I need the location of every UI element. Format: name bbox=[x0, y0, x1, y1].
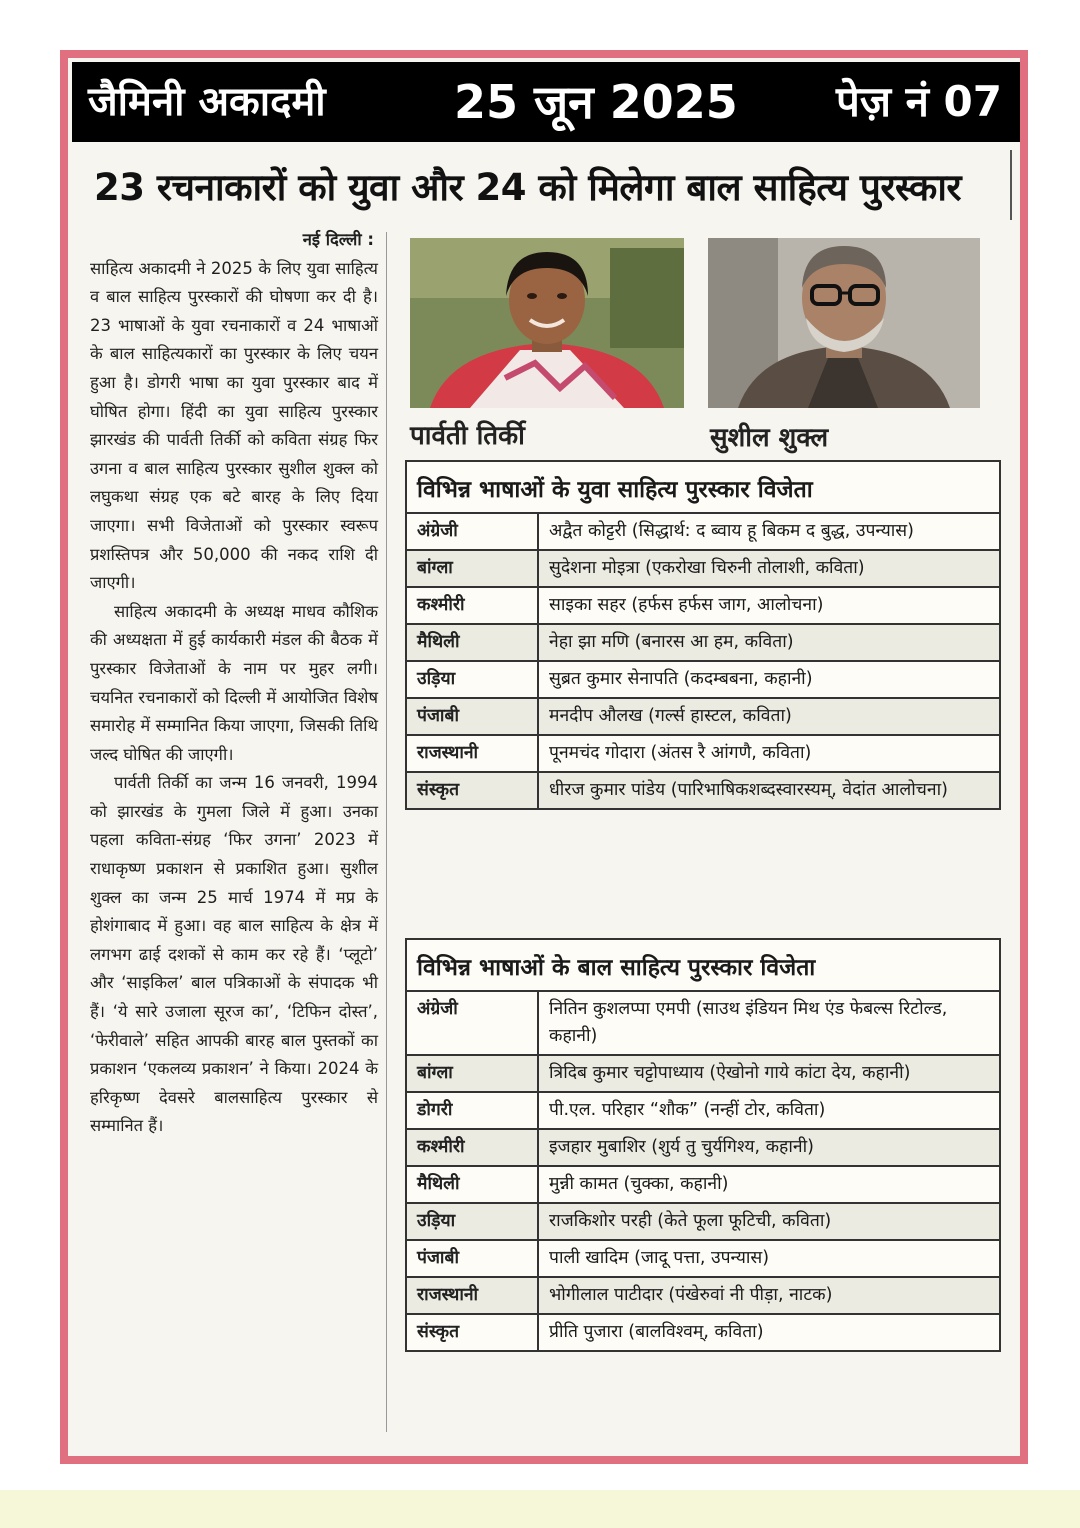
dateline: नई दिल्ली : bbox=[302, 230, 374, 249]
article-headline: 23 रचनाकारों को युवा और 24 को मिलेगा बाल साहित्य पुरस्कार bbox=[94, 166, 962, 209]
page-number: पेज़ नं 07 bbox=[835, 77, 1002, 126]
table-row bbox=[406, 1166, 1000, 1203]
language-cell: उड़िया bbox=[406, 1203, 538, 1240]
language-cell: मैथिली bbox=[406, 1166, 538, 1203]
table-row bbox=[406, 661, 1000, 698]
table-row bbox=[406, 1314, 1000, 1351]
photo-sushil-shukla bbox=[708, 238, 980, 408]
article-paragraph: साहित्य अकादमी ने 2025 के लिए युवा साहित्य व बाल साहित्य पुरस्कारों की घोषणा कर दी है। 23 भाषाओं के युवा रचनाकारों व 24 भाषाओं के बाल साहित्यकारों का पुरस्कार के लिए चयन हुआ है। डोगरी भाषा का युवा पुरस्कार बाद में घोषित होगा। हिंदी का युवा साहित्य पुरस्कार झारखंड की पार्वती तिर्की को कविता संग्रह फिर उगना व बाल साहित्य पुरस्कार सुशील शुक्ल को लघुकथा संग्रह एक बटे बारह के लिए दिया जाएगा। सभी विजेताओं को पुरस्कार स्वरूप प्रशस्तिपत्र और 50,000 की नकद राशि दी जाएगी। bbox=[90, 258, 378, 593]
language-cell: राजस्थानी bbox=[406, 1277, 538, 1314]
winner-cell: सुब्रत कुमार सेनापति (कदम्बबना, कहानी) bbox=[538, 661, 1000, 698]
winner-cell: मनदीप औलख (गर्ल्स हास्टल, कविता) bbox=[538, 698, 1000, 735]
language-cell: राजस्थानी bbox=[406, 735, 538, 772]
language-cell: कश्मीरी bbox=[406, 1129, 538, 1166]
article-paragraph: साहित्य अकादमी के अध्यक्ष माधव कौशिक की अध्यक्षता में हुई कार्यकारी मंडल की बैठक में पुरस्कार विजेताओं के नाम पर मुहर लगी। चयनित रचनाकारों को दिल्ली में आयोजित विशेष समारोह में सम्मानित किया जाएगा, जिसकी तिथि जल्द घोषित की जाएगी। bbox=[90, 601, 378, 764]
language-cell: अंग्रेजी bbox=[406, 513, 538, 550]
youth-award-table bbox=[405, 460, 1001, 810]
language-cell: पंजाबी bbox=[406, 1240, 538, 1277]
photo-caption: पार्वती तिर्की bbox=[410, 421, 525, 451]
table-row bbox=[406, 1055, 1000, 1092]
winner-cell: अद्वैत कोट्टरी (सिद्धार्थ: द ब्वाय हू बिकम द बुद्ध, उपन्यास) bbox=[538, 513, 1000, 550]
child-table-title: विभिन्न भाषाओं के बाल साहित्य पुरस्कार विजेता bbox=[405, 938, 1001, 990]
article-paragraph: पार्वती तिर्की का जन्म 16 जनवरी, 1994 को झारखंड के गुमला जिले में हुआ। उनका पहला कविता-संग्रह ‘फिर उगना’ 2023 में राधाकृष्ण प्रकाशन से प्रकाशित हुआ। सुशील शुक्ल का जन्म 25 मार्च 1974 में मप्र के होशंगाबाद में हुआ। वह बाल साहित्य के क्षेत्र में लगभग ढाई दशकों से काम कर रहे हैं। ‘प्लूटो’ और ‘साइकिल’ बाल पत्रिकाओं के संपादक भी हैं। ‘ये सारे उजाला सूरज का’, ‘टिफिन दोस्त’, ‘फेरीवाले’ सहित आपकी बारह बाल पुस्तकों का प्रकाशन ‘एकलव्य प्रकाशन’ ने किया। 2024 के हरिकृष्ण देवसरे बालसाहित्य पुरस्कार से सम्मानित हैं। bbox=[90, 773, 378, 1136]
winner-cell: इजहार मुबाशिर (शुर्य तु चुर्यगिश्य, कहानी) bbox=[538, 1129, 1000, 1166]
winner-cell: त्रिदिब कुमार चट्टोपाध्याय (ऐखोनो गाये कांटा देय, कहानी) bbox=[538, 1055, 1000, 1092]
winner-cell: राजकिशोर परही (केते फूला फूटिची, कविता) bbox=[538, 1203, 1000, 1240]
language-cell: मैथिली bbox=[406, 624, 538, 661]
column-divider bbox=[386, 232, 387, 1432]
winner-cell: नितिन कुशलप्पा एमपी (साउथ इंडियन मिथ एंड फेबल्स रिटोल्ड, कहानी) bbox=[538, 991, 1000, 1055]
table-row bbox=[406, 1092, 1000, 1129]
language-cell: संस्कृत bbox=[406, 1314, 538, 1351]
table-row bbox=[406, 772, 1000, 809]
publisher-name: जैमिनी अकादमी bbox=[88, 79, 326, 125]
article-body bbox=[90, 226, 378, 1141]
winner-cell: सुदेशना मोइत्रा (एकरोखा चिरुनी तोलाशी, कविता) bbox=[538, 550, 1000, 587]
language-cell: अंग्रेजी bbox=[406, 991, 538, 1055]
bottom-band bbox=[0, 1490, 1080, 1528]
child-award-table bbox=[405, 938, 1001, 1352]
headline-rule bbox=[1010, 150, 1012, 220]
table-row bbox=[406, 513, 1000, 550]
table-row bbox=[406, 1129, 1000, 1166]
winner-cell: नेहा झा मणि (बनारस आ हम, कविता) bbox=[538, 624, 1000, 661]
photo-caption: सुशील शुक्ल bbox=[710, 423, 829, 453]
table-row bbox=[406, 1203, 1000, 1240]
winner-cell: धीरज कुमार पांडेय (पारिभाषिकशब्दस्वारस्यम्, वेदांत आलोचना) bbox=[538, 772, 1000, 809]
photo-parvati-tirki bbox=[410, 238, 684, 408]
language-cell: डोगरी bbox=[406, 1092, 538, 1129]
table-row bbox=[406, 624, 1000, 661]
language-cell: कश्मीरी bbox=[406, 587, 538, 624]
table-row bbox=[406, 735, 1000, 772]
language-cell: बांग्ला bbox=[406, 550, 538, 587]
winner-cell: पी.एल. परिहार “शौक” (नन्हीं टोर, कविता) bbox=[538, 1092, 1000, 1129]
table-row bbox=[406, 550, 1000, 587]
issue-date: 25 जून 2025 bbox=[454, 75, 738, 129]
table-row bbox=[406, 991, 1000, 1055]
header-banner bbox=[72, 62, 1020, 142]
winner-cell: प्रीति पुजारा (बालविश्वम्, कविता) bbox=[538, 1314, 1000, 1351]
winner-cell: पाली खादिम (जादू पत्ता, उपन्यास) bbox=[538, 1240, 1000, 1277]
table-row bbox=[406, 698, 1000, 735]
language-cell: संस्कृत bbox=[406, 772, 538, 809]
winner-cell: भोगीलाल पाटीदार (पंखेरुवां नी पीड़ा, नाटक) bbox=[538, 1277, 1000, 1314]
winner-cell: पूनमचंद गोदारा (अंतस रै आंगणै, कविता) bbox=[538, 735, 1000, 772]
table-row bbox=[406, 587, 1000, 624]
language-cell: उड़िया bbox=[406, 661, 538, 698]
winner-cell: मुन्नी कामत (चुक्का, कहानी) bbox=[538, 1166, 1000, 1203]
youth-table-title: विभिन्न भाषाओं के युवा साहित्य पुरस्कार विजेता bbox=[405, 460, 1001, 512]
language-cell: पंजाबी bbox=[406, 698, 538, 735]
table-row bbox=[406, 1240, 1000, 1277]
table-row bbox=[406, 1277, 1000, 1314]
winner-cell: साइका सहर (हर्फस हर्फस जाग, आलोचना) bbox=[538, 587, 1000, 624]
language-cell: बांग्ला bbox=[406, 1055, 538, 1092]
